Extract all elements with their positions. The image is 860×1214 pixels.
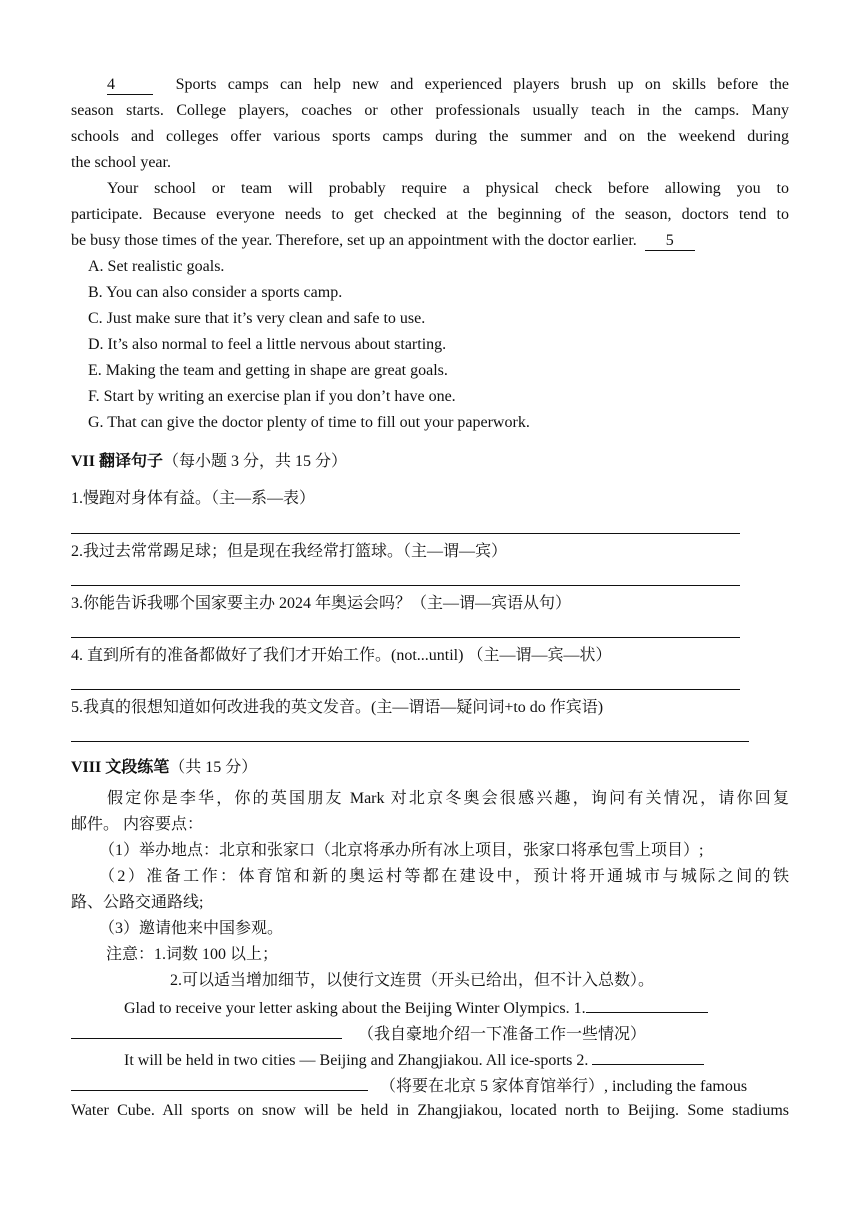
- section-8-title: VIII 文段练笔: [71, 759, 170, 776]
- letter-blank-1[interactable]: [586, 996, 708, 1013]
- task-intro: 邮件。 内容要点：: [71, 816, 204, 833]
- note-2: 2.可以适当增加细节，以使行文连贯（开头已给出，但不计入总数）。: [170, 972, 655, 989]
- passage-line: Your school or team will probably require a physical check before allowing you to: [107, 180, 789, 197]
- option-g: G. That can give the doctor plenty of time to fill out your paperwork.: [88, 414, 530, 431]
- translation-item-1: 1.慢跑对身体有益。（主—系—表）: [71, 490, 316, 507]
- option-f: F. Start by writing an exercise plan if you don’t have one.: [88, 388, 456, 405]
- letter-blank-1-continued[interactable]: [71, 1022, 342, 1039]
- option-d: D. It’s also normal to feel a little nervous about starting.: [88, 336, 447, 353]
- note-1: 注意：1.词数 100 以上；: [106, 946, 279, 963]
- option-a: A. Set realistic goals.: [88, 258, 225, 275]
- section-7-heading: [71, 451, 789, 473]
- passage-line: 4 Sports camps can help new and experienced players brush up on skills before the: [107, 76, 790, 93]
- blank-4[interactable]: 4: [107, 76, 153, 95]
- answer-line-4[interactable]: [71, 689, 740, 690]
- translation-item-5: 5.我真的很想知道如何改进我的英文发音。(主—谓语—疑问词+to do 作宾语): [71, 699, 604, 716]
- passage-line: season starts. College players, coaches or other professionals usually teach in the camps. Many: [71, 102, 789, 119]
- letter-blank-2[interactable]: [592, 1048, 704, 1065]
- section-8-subtitle: （共 15 分）: [169, 759, 258, 776]
- answer-line-5[interactable]: [71, 741, 749, 742]
- content-point-3: （3）邀请他来中国参观。: [99, 920, 284, 937]
- option-b: B. You can also consider a sports camp.: [88, 284, 343, 301]
- passage-line: participate. Because everyone needs to get checked at the beginning of the season, doctors tend to: [71, 206, 789, 223]
- blank-5[interactable]: 5: [645, 232, 695, 251]
- section-7-subtitle: （每小题 3 分，共 15 分）: [163, 453, 348, 470]
- content-point-2: 路、公路交通路线;: [71, 894, 204, 911]
- letter-blank-2-continued[interactable]: [71, 1074, 368, 1091]
- passage-line: schools and colleges offer various sports camps during the summer and on the weekend during: [71, 128, 789, 145]
- translation-item-4: 4. 直到所有的准备都做好了我们才开始工作。(not...until) （主—谓—宾—状）: [71, 647, 612, 664]
- passage-line: the school year.: [71, 154, 171, 171]
- option-e: E. Making the team and getting in shape are great goals.: [88, 362, 448, 379]
- option-c: C. Just make sure that it’s very clean and safe to use.: [88, 310, 426, 327]
- section-8-heading: [71, 757, 789, 779]
- answer-line-3[interactable]: [71, 637, 740, 638]
- content-point-1: （1）举办地点：北京和张家口（北京将承办所有冰上项目，张家口将承包雪上项目）;: [99, 842, 704, 859]
- answer-line-2[interactable]: [71, 585, 740, 586]
- passage-line: be busy those times of the year. Therefore, set up an appointment with the doctor earlier. 5: [71, 230, 789, 252]
- letter-line: It will be held in two cities — Beijing and Zhangjiakou. All ice-sports 2.: [124, 1048, 789, 1072]
- letter-line: Glad to receive your letter asking about the Beijing Winter Olympics. 1.: [124, 996, 789, 1020]
- translation-item-2: 2.我过去常常踢足球；但是现在我经常打篮球。（主—谓—宾）: [71, 543, 508, 560]
- letter-line: （将要在北京 5 家体育馆举行）, including the famous: [71, 1074, 789, 1098]
- letter-line: Water Cube. All sports on snow will be held in Zhangjiakou, located north to Beijing. Some stadiums: [71, 1102, 789, 1119]
- letter-line: （我自豪地介绍一下准备工作一些情况）: [71, 1022, 789, 1046]
- section-7-title: VII 翻译句子: [71, 453, 164, 470]
- task-intro: 假定你是李华，你的英国朋友 Mark 对北京冬奥会很感兴趣，询问有关情况，请你回复: [107, 790, 789, 807]
- translation-item-3: 3.你能告诉我哪个国家要主办 2024 年奥运会吗？（主—谓—宾语从句）: [71, 595, 572, 612]
- answer-line-1[interactable]: [71, 533, 740, 534]
- content-point-2: （2）准备工作：体育馆和新的奥运村等都在建设中，预计将开通城市与城际之间的铁: [99, 868, 789, 885]
